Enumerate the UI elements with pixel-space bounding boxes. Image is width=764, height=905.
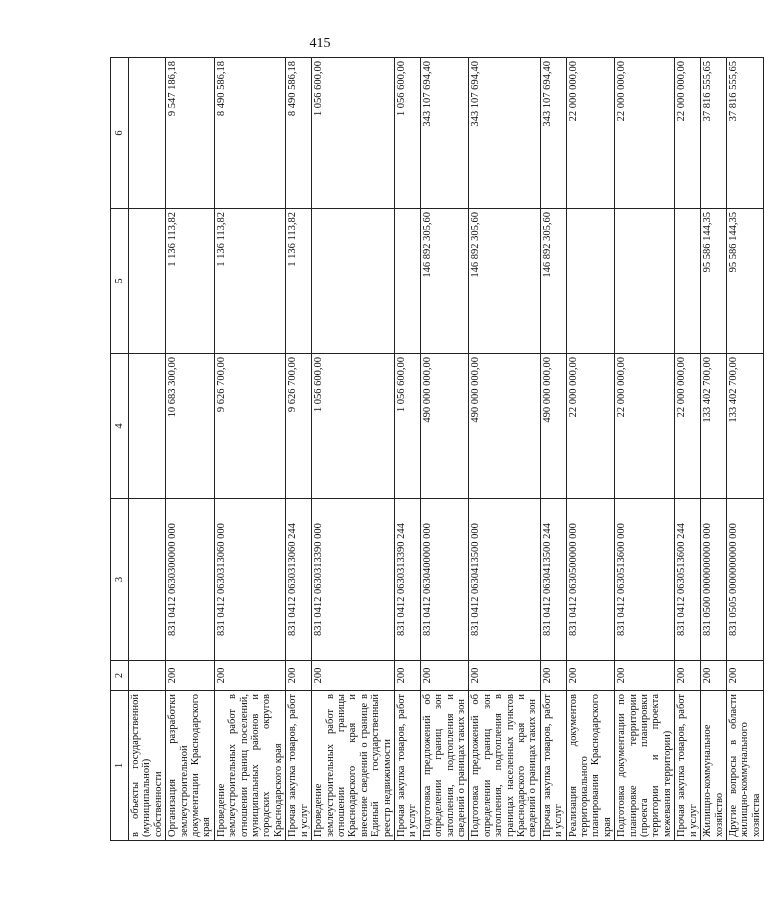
budget-table [110,57,764,841]
row-amount-cell: 8 490 586,18 [286,58,312,209]
row-amount-cell: 95 586 144,35 [701,209,727,354]
table-row [166,58,215,841]
row-kbk-cell: 831 0500 0000000000 000 [701,499,727,661]
row-amount-cell [129,209,166,354]
table-row [214,58,285,841]
column-header: 5 [111,209,129,354]
row-name-cell: Организация разработки землеустроительной документации Краснодарского края [166,691,215,841]
row-amount-cell: 9 626 700,00 [214,354,285,499]
row-amount-cell: 146 892 305,60 [540,209,566,354]
row-amount-cell [566,209,615,354]
row-name-cell: в объекты государственной (муниципальной) собственности [129,691,166,841]
row-code-cell: 200 [214,661,285,691]
row-amount-cell [129,354,166,499]
row-name-cell: Подготовка предложений об определении границ зон затопления, подтопления и сведений о границах таких зон [420,691,469,841]
table-row [701,58,727,841]
row-amount-cell: 22 000 000,00 [615,354,675,499]
column-header: 6 [111,58,129,209]
row-name-cell: Подготовка документации по планировке территории (проекта планировки территории и проекта межевания территории) [615,691,675,841]
row-amount-cell: 490 000 000,00 [469,354,540,499]
row-kbk-cell: 831 0505 0000000000 000 [726,499,763,661]
row-amount-cell: 1 136 113,82 [286,209,312,354]
row-kbk-cell: 831 0412 0630313060 244 [286,499,312,661]
row-code-cell: 200 [701,661,727,691]
row-amount-cell [312,209,395,354]
row-amount-cell: 9 547 186,18 [166,58,215,209]
row-amount-cell: 37 816 555,65 [726,58,763,209]
row-amount-cell: 146 892 305,60 [420,209,469,354]
table-row [675,58,701,841]
row-name-cell: Жилищно-коммунальное хозяйство [701,691,727,841]
row-amount-cell: 95 586 144,35 [726,209,763,354]
table-row [615,58,675,841]
row-amount-cell: 133 402 700,00 [701,354,727,499]
row-amount-cell: 1 056 600,00 [394,58,420,209]
row-code-cell: 200 [566,661,615,691]
table-row [286,58,312,841]
row-code-cell: 200 [420,661,469,691]
table-row [420,58,469,841]
row-kbk-cell: 831 0412 0630400000 000 [420,499,469,661]
row-amount-cell [394,209,420,354]
row-kbk-cell: 831 0412 0630513600 244 [675,499,701,661]
row-amount-cell: 343 107 694,40 [540,58,566,209]
row-name-cell: Прочая закупка товаров, работ и услуг [540,691,566,841]
row-name-cell: Проведение землеустроительных работ в отношении границы Краснодарского края и внесение сведений о границе в Единый государственный реестр недвижимости [312,691,395,841]
row-name-cell: Проведение землеустроительных работ в отношении границ поселений, муниципальных районов и городских округов Краснодарского края [214,691,285,841]
row-amount-cell: 146 892 305,60 [469,209,540,354]
row-code-cell: 200 [615,661,675,691]
page-number: 415 [309,36,331,51]
row-code-cell [129,661,166,691]
table-row [129,58,166,841]
row-amount-cell: 343 107 694,40 [469,58,540,209]
row-kbk-cell: 831 0412 0630313390 244 [394,499,420,661]
row-code-cell: 200 [540,661,566,691]
column-header: 4 [111,354,129,499]
table-row [312,58,395,841]
row-amount-cell [129,58,166,209]
row-amount-cell: 133 402 700,00 [726,354,763,499]
row-name-cell: Прочая закупка товаров, работ и услуг [286,691,312,841]
row-code-cell: 200 [286,661,312,691]
column-header: 1 [111,691,129,841]
rotated-table-container [110,58,762,841]
row-name-cell: Другие вопросы в области жилищно-коммунального хозяйства [726,691,763,841]
row-amount-cell: 22 000 000,00 [675,354,701,499]
row-amount-cell: 22 000 000,00 [566,58,615,209]
table-row [540,58,566,841]
row-amount-cell: 22 000 000,00 [615,58,675,209]
row-amount-cell: 490 000 000,00 [420,354,469,499]
table-row [726,58,763,841]
row-amount-cell: 22 000 000,00 [566,354,615,499]
row-amount-cell: 1 056 600,00 [312,58,395,209]
row-code-cell: 200 [675,661,701,691]
row-name-cell: Прочая закупка товаров, работ и услуг [675,691,701,841]
row-kbk-cell: 831 0412 0630313390 000 [312,499,395,661]
row-amount-cell: 10 683 300,00 [166,354,215,499]
row-code-cell: 200 [469,661,540,691]
row-amount-cell: 1 136 113,82 [214,209,285,354]
row-code-cell: 200 [166,661,215,691]
row-code-cell: 200 [394,661,420,691]
row-amount-cell: 490 000 000,00 [540,354,566,499]
row-name-cell: Реализация документов территориального планирования Краснодарского края [566,691,615,841]
row-amount-cell: 9 626 700,00 [286,354,312,499]
column-header: 2 [111,661,129,691]
row-amount-cell: 1 056 600,00 [312,354,395,499]
row-kbk-cell: 831 0412 0630513600 000 [615,499,675,661]
table-header-row [111,58,129,841]
row-kbk-cell [129,499,166,661]
row-amount-cell: 1 136 113,82 [166,209,215,354]
row-kbk-cell: 831 0412 0630500000 000 [566,499,615,661]
row-kbk-cell: 831 0412 0630313060 000 [214,499,285,661]
row-name-cell: Подготовка предложений об определении границ зон затопления, подтопления в границах населенных пунктов Краснодарского края и сведений о границах таких зон [469,691,540,841]
row-amount-cell: 343 107 694,40 [420,58,469,209]
row-code-cell: 200 [726,661,763,691]
row-code-cell: 200 [312,661,395,691]
row-name-cell: Прочая закупка товаров, работ и услуг [394,691,420,841]
table-row [469,58,540,841]
table-row [394,58,420,841]
row-amount-cell: 8 490 586,18 [214,58,285,209]
row-amount-cell: 1 056 600,00 [394,354,420,499]
row-amount-cell [615,209,675,354]
row-kbk-cell: 831 0412 0630413500 244 [540,499,566,661]
table-row [566,58,615,841]
column-header: 3 [111,499,129,661]
row-kbk-cell: 831 0412 0630300000 000 [166,499,215,661]
row-amount-cell: 37 816 555,65 [701,58,727,209]
row-amount-cell [675,209,701,354]
row-amount-cell: 22 000 000,00 [675,58,701,209]
row-kbk-cell: 831 0412 0630413500 000 [469,499,540,661]
